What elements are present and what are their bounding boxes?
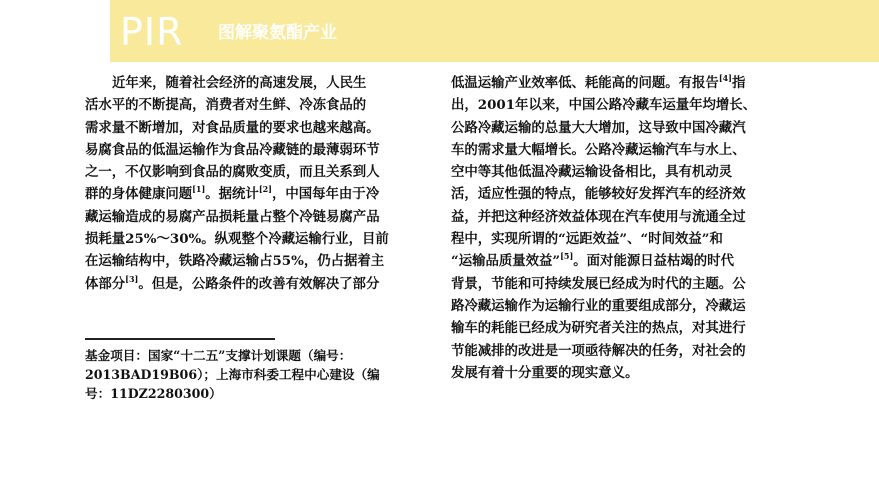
paragraph-line: 车的需求量大幅增长。公路冷藏运输汽车与水上、 [451, 141, 746, 158]
citation-marker: [2] [258, 184, 272, 195]
footnote-divider [85, 338, 275, 340]
footnote-line: 基金项目：国家“十二五”支撑计划课题（编号： [85, 348, 352, 363]
paragraph-line: 在运输结构中，铁路冷藏运输占55%，仍占据着主 [85, 253, 385, 270]
citation-marker: [4] [718, 73, 732, 83]
right-column [451, 72, 796, 384]
paragraph-line: 低温运输产业效率低、耗能高的问题。有报告[4]指 [451, 73, 746, 91]
paragraph-line: 路冷藏运输作为运输行业的重要组成部分，冷藏运 [451, 297, 746, 314]
left-column [85, 72, 421, 295]
paragraph-line: 空中等其他低温冷藏运输设备相比，具有机动灵 [451, 164, 733, 181]
citation-marker: [1] [192, 184, 206, 195]
paragraph-line: “运输品质量效益”[5]。面对能源日益枯竭的时代 [451, 251, 734, 270]
paragraph-line: 节能减排的改进是一项亟待解决的任务，对社会的 [451, 342, 746, 359]
paragraph-line: 损耗量25%～30%。纵观整个冷藏运输行业，目前 [85, 231, 389, 248]
paragraph-line: 近年来，随着社会经济的高速发展，人民生 [112, 75, 367, 91]
paragraph-line: 活，适应性强的特点，能够较好发挥汽车的经济效 [451, 186, 746, 203]
paragraph-line: 背景，节能和可持续发展已经成为时代的主题。公 [451, 275, 746, 292]
footnote-line: 2013BAD19B06）；上海市科委工程中心建设（编 [85, 367, 380, 382]
paragraph-line: 活水平的不断提高，消费者对生鲜、冷冻食品的 [85, 97, 367, 114]
paragraph-line: 需求量不断增加，对食品质量的要求也越来越高。 [85, 119, 380, 136]
paragraph-line: 输车的耗能已经成为研究者关注的热点，对其进行 [451, 320, 746, 337]
paragraph-line: 之一，不仅影响到食品的腐败变质，而且关系到人 [85, 164, 380, 181]
citation-marker: [3] [125, 273, 139, 284]
paragraph-line: 出，2001年以来，中国公路冷藏车运量年均增长、 [451, 97, 757, 114]
paragraph-line: 藏运输造成的易腐产品损耗量占整个冷链易腐产品 [85, 208, 380, 225]
footnote-line: 号：11DZ2280300） [85, 386, 222, 401]
citation-marker: [5] [560, 251, 574, 262]
paragraph-line: 发展有着十分重要的现实意义。 [451, 364, 639, 381]
paragraph-line: 群的身体健康问题[1]。据统计[2]，中国每年由于冷 [85, 184, 380, 203]
header-subtitle: 图解聚氨酯产业 [218, 23, 337, 43]
paragraph-line: 益，并把这种经济效益体现在汽车使用与流通全过 [451, 208, 746, 225]
footnote [85, 346, 421, 403]
paragraph-line: 体部分[3]。但是，公路条件的改善有效解决了部分 [85, 273, 380, 292]
paragraph-line: 易腐食品的低温运输作为食品冷藏链的最薄弱环节 [85, 141, 380, 158]
brand-logo-text: PIR [120, 10, 184, 54]
paragraph-line: 公路冷藏运输的总量大大增加，这导致中国冷藏汽 [451, 119, 746, 136]
paragraph-line: 程中，实现所谓的“远距效益”、“时间效益”和 [451, 231, 723, 248]
